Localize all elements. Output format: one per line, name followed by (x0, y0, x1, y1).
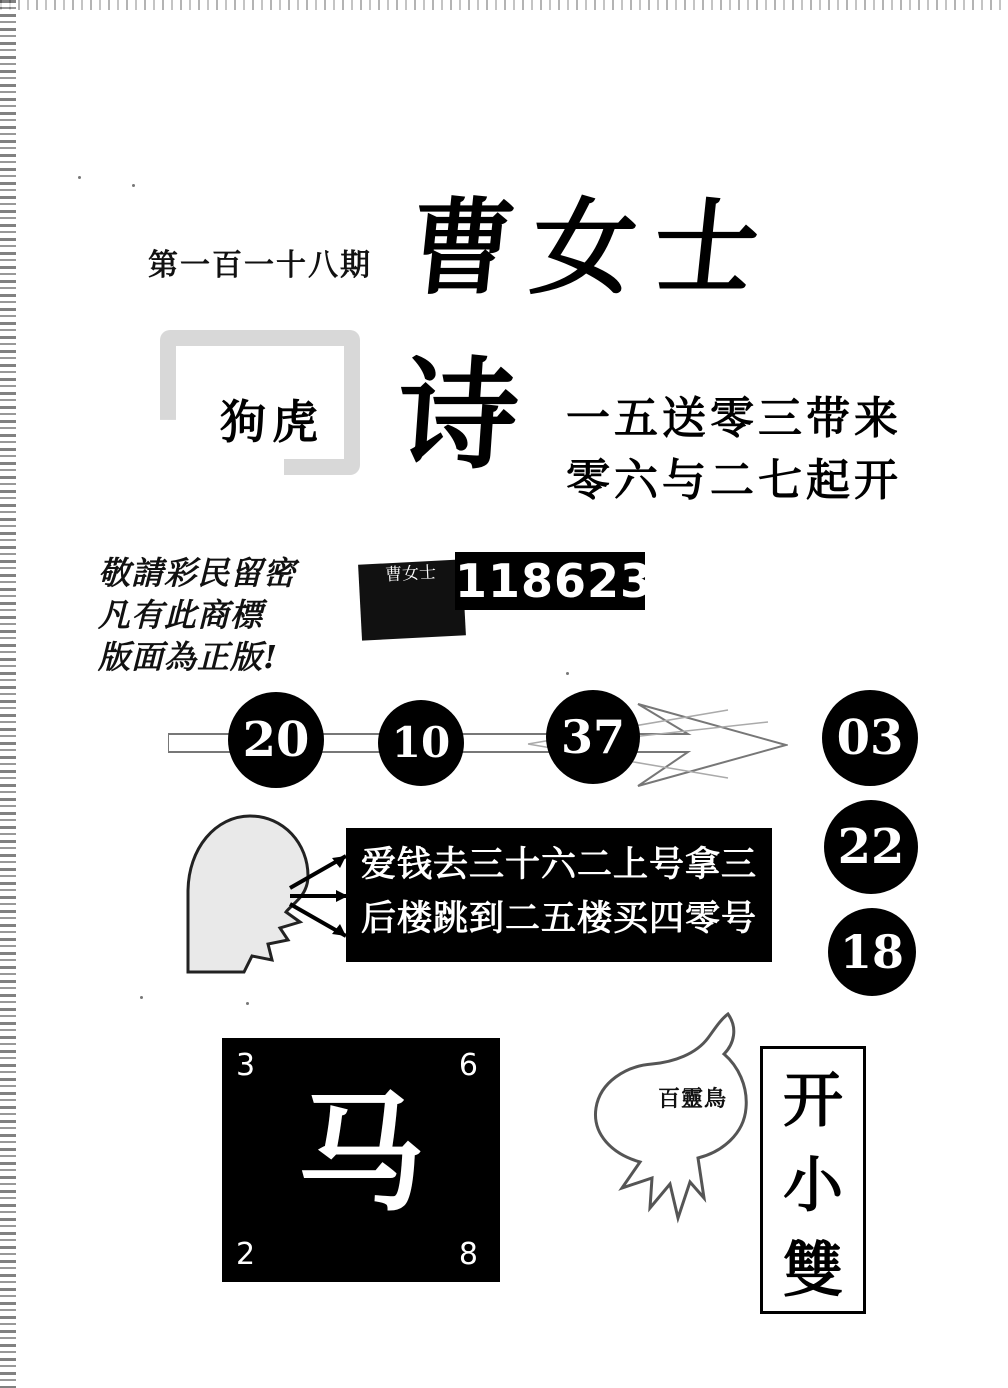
page-title: 曹女士 (403, 186, 783, 309)
poem-line-1: 一五送零三带来 (566, 393, 902, 444)
hot-code-number: 118623 (455, 554, 654, 608)
authenticity-notice (98, 552, 296, 679)
number-ball: 18 (828, 908, 916, 996)
vertical-prediction-box (760, 1046, 866, 1314)
speech-bubble (346, 828, 772, 962)
number-ball: 37 (546, 690, 640, 784)
poem-body (566, 388, 902, 513)
paper-speck (246, 1002, 249, 1005)
dove-label: 百靈鳥 (658, 1086, 728, 1112)
number-ball: 22 (824, 800, 918, 894)
horse-corner-bottom-left: 2 (236, 1237, 256, 1272)
brand-stamp-icon: 曹女士 (358, 559, 466, 640)
horse-corner-top-left: 3 (236, 1048, 256, 1083)
vertical-char-1: 开 (783, 1066, 843, 1136)
paper-speck (132, 184, 135, 187)
paper-speck (140, 996, 143, 999)
horse-panel (222, 1038, 500, 1282)
number-ball: 20 (228, 692, 324, 788)
dove-icon (578, 1002, 778, 1262)
poem-heading-char: 诗 (393, 345, 523, 486)
paper-edge-top (0, 0, 1008, 10)
zodiac-label: 狗虎 (220, 395, 324, 449)
zodiac-frame (160, 330, 360, 475)
horse-character: 马 (296, 1079, 425, 1229)
vertical-char-2: 小 (783, 1151, 843, 1222)
vertical-char-3: 雙 (783, 1236, 843, 1307)
speech-line-2: 后楼跳到二五楼买四零号 (360, 898, 757, 940)
paper-speck (78, 176, 81, 179)
paper-edge-left (0, 0, 16, 1388)
notice-line-2: 凡有此商標 (98, 596, 264, 635)
poem-line-2: 零六与二七起开 (566, 455, 902, 507)
horse-corner-bottom-right: 8 (458, 1237, 478, 1272)
issue-number: 第一百一十八期 (148, 248, 372, 283)
horse-corner-top-right: 6 (458, 1048, 478, 1083)
number-ball: 10 (378, 700, 464, 786)
speech-line-1: 爱钱去三十六二上号拿三 (360, 844, 757, 885)
notice-line-3: 版面為正版! (98, 638, 279, 677)
number-ball: 03 (822, 690, 918, 786)
paper-speck (566, 672, 569, 675)
notice-line-1: 敬請彩民留密 (98, 554, 297, 592)
